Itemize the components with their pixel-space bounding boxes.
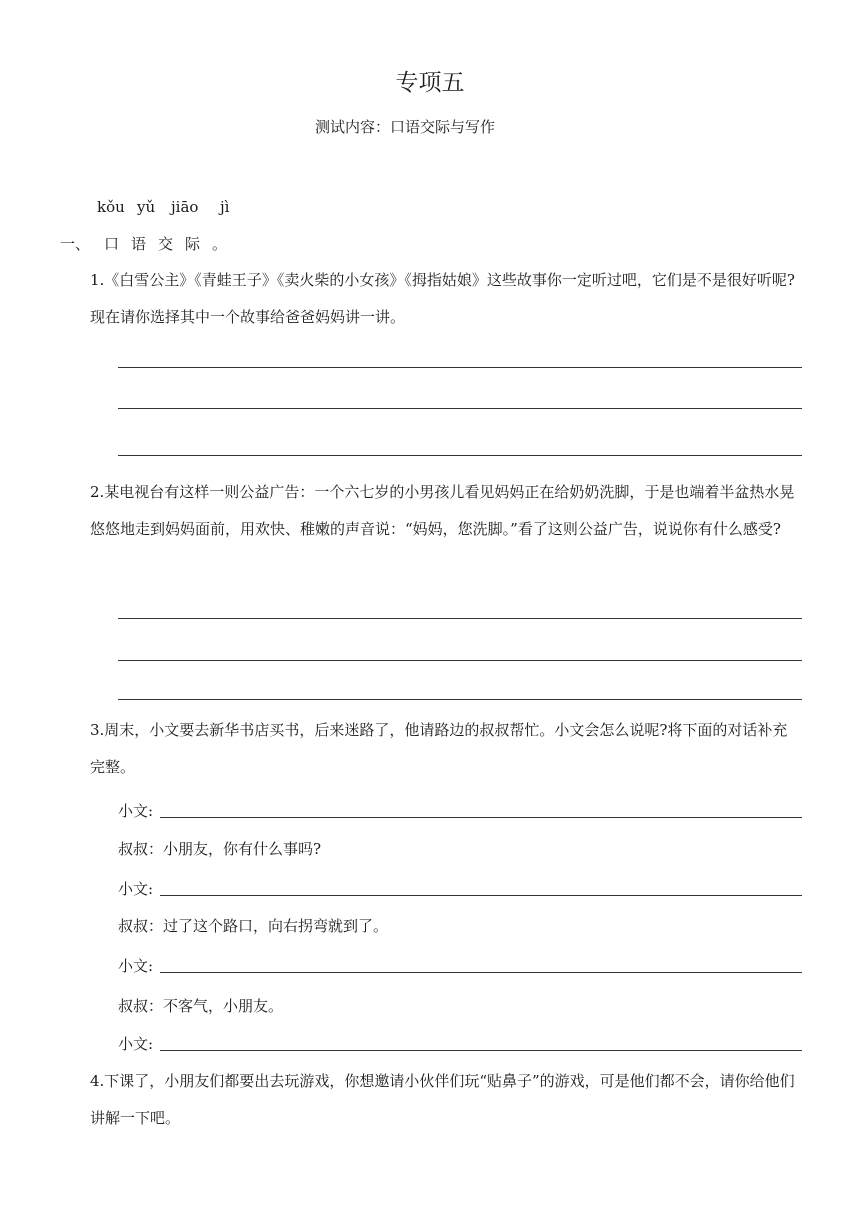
uncle-line-1: 叔叔：小朋友，你有什么事吗? [118,840,322,858]
page-subtitle: 测试内容：口语交际与写作 [314,118,495,136]
answer-line[interactable] [118,660,802,661]
section-heading: 口语交际。 [104,235,240,253]
answer-line[interactable] [118,699,802,700]
question-4: 4.下课了，小朋友们都要出去玩游戏，你想邀请小伙伴们玩“贴鼻子”的游戏，可是他们都不会，请你给他们讲解一下吧。 [90,1072,795,1127]
question-2: 2.某电视台有这样一则公益广告：一个六七岁的小男孩儿看见妈妈正在给奶奶洗脚，于是也端着半盆热水晃悠悠地走到妈妈面前，用欢快、稚嫩的声音说：“妈妈，您洗脚。”看了这则公益广告，说说你有什么感受? [90,483,795,538]
pinyin-ji: jì [220,198,230,216]
uncle-line-2: 叔叔：过了这个路口，向右拐弯就到了。 [118,917,389,935]
dialogue-answer-line[interactable] [160,1050,802,1051]
dialogue-answer-line[interactable] [160,972,802,973]
uncle-line-3: 叔叔：不客气，小朋友。 [118,997,284,1015]
dialogue-answer-line[interactable] [160,817,802,818]
question-1: 1.《白雪公主》《青蛙王子》《卖火柴的小女孩》《拇指姑娘》这些故事你一定听过吧，它们是不是很好听呢?现在请你选择其中一个故事给爸爸妈妈讲一讲。 [90,271,795,326]
section-number: 一、 [60,235,91,253]
question-3: 3.周末，小文要去新华书店买书，后来迷路了，他请路边的叔叔帮忙。小文会怎么说呢?将下面的对话补充完整。 [90,721,788,776]
page-title: 专项五 [395,70,465,96]
dialogue-answer-line[interactable] [160,895,802,896]
answer-line[interactable] [118,367,802,368]
xiaowen-label: 小文: [118,957,154,975]
pinyin-jiao: jiāo [171,198,199,216]
answer-line[interactable] [118,618,802,619]
xiaowen-label: 小文: [118,1035,154,1053]
pinyin-yu: yǔ [137,198,156,216]
answer-line[interactable] [118,455,802,456]
xiaowen-label: 小文: [118,802,154,820]
pinyin-kou: kǒu [97,198,125,216]
xiaowen-label: 小文: [118,880,154,898]
answer-line[interactable] [118,408,802,409]
